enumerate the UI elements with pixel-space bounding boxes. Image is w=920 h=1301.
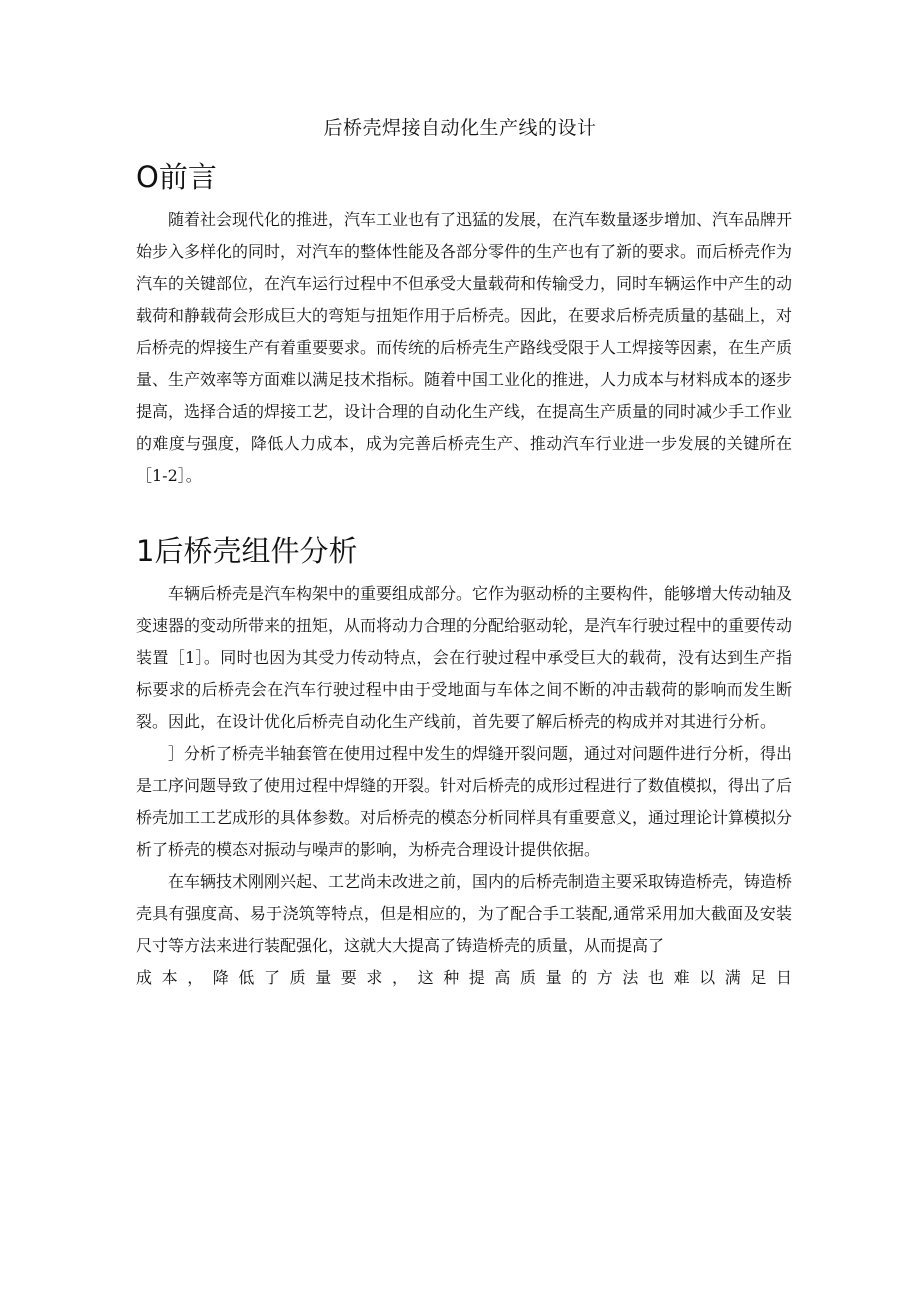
section-intro-body [136,204,792,492]
document-title: 后桥壳焊接自动化生产线的设计 [323,117,597,139]
section-heading-intro: O前言 [136,160,217,194]
paragraph: 在车辆技术刚刚兴起、工艺尚未改进之前，国内的后桥壳制造主要采取铸造桥壳，铸造桥壳具有强度高、易于浇筑等特点，但是相应的，为了配合手工装配,通常采用加大截面及安装尺寸等方法来进行装配强化，这就大大提高了铸造桥壳的质量，从而提高了 [136,872,793,955]
paragraph-continuation: 成本，降低了质量要求，这种提高质量的方法也难以满足日 [136,968,792,987]
paragraph: 车辆后桥壳是汽车构架中的重要组成部分。它作为驱动桥的主要构件，能够增大传动轴及变速器的变动所带来的扭矩，从而将动力合理的分配给驱动轮，是汽车行驶过程中的重要传动装置［1］。同时也因为其受力传动特点，会在行驶过程中承受巨大的载荷，没有达到生产指标要求的后桥壳会在汽车行驶过程中由于受地面与车体之间不断的冲击载荷的影响而发生断裂。因此，在设计优化后桥壳自动化生产线前，首先要了解后桥壳的构成并对其进行分析。 [136,584,793,731]
paragraph: ］分析了桥壳半轴套管在使用过程中发生的焊缝开裂问题，通过对问题件进行分析，得出是工序问题导致了使用过程中焊缝的开裂。针对后桥壳的成形过程进行了数值模拟，得出了后桥壳加工工艺成形的具体参数。对后桥壳的模态分析同样具有重要意义，通过理论计算模拟分析了桥壳的模态对振动与噪声的影响，为桥壳合理设计提供依据。 [136,744,793,859]
section-heading-component-analysis: 1后桥壳组件分析 [136,534,358,568]
paragraph: 随着社会现代化的推进，汽车工业也有了迅猛的发展，在汽车数量逐步增加、汽车品牌开始步入多样化的同时，对汽车的整体性能及各部分零件的生产也有了新的要求。而后桥壳作为汽车的关键部位，在汽车运行过程中不但承受大量载荷和传输受力，同时车辆运作中产生的动载荷和静载荷会形成巨大的弯矩与扭矩作用于后桥壳。因此，在要求后桥壳质量的基础上，对后桥壳的焊接生产有着重要要求。而传统的后桥壳生产路线受限于人工焊接等因素，在生产质量、生产效率等方面难以满足技术指标。随着中国工业化的推进，人力成本与材料成本的逐步提高，选择合适的焊接工艺，设计合理的自动化生产线，在提高生产质量的同时减少手工作业的难度与强度，降低人力成本，成为完善后桥壳生产、推动汽车行业进一步发展的关键所在［1-2］。 [136,210,793,485]
section-component-analysis-body [136,578,792,994]
